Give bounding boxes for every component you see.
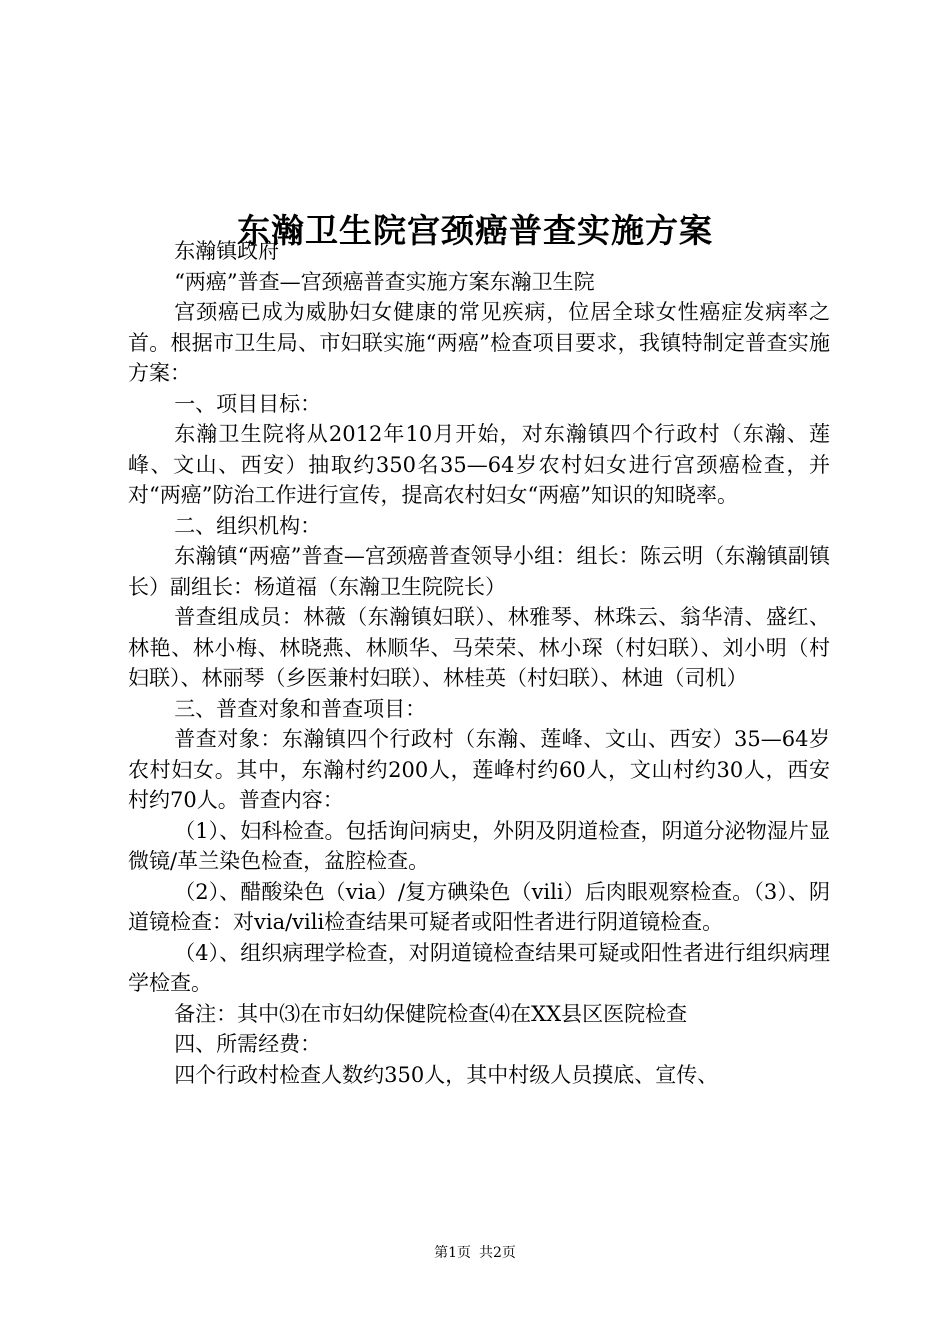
document-title: 东瀚卫生院宫颈癌普查实施方案: [237, 211, 713, 251]
section-heading-organization: 二、组织机构：: [174, 513, 322, 538]
paragraph-subtitle: “两癌”普查—宫颈癌普查实施方案东瀚卫生院: [174, 269, 595, 294]
paragraph-leadership: 东瀚镇“两癌”普查—宫颈癌普查领导小组：组长：陈云明（东瀚镇副镇长）副组长：杨道福（东瀚卫生院院长）: [128, 544, 830, 599]
section-heading-goal: 一、项目目标：: [174, 391, 322, 416]
document-body: [128, 236, 830, 1090]
paragraph-goal: 东瀚卫生院将从2012年10月开始，对东瀚镇四个行政村（东瀚、莲峰、文山、西安）抽取约350名35—64岁农村妇女进行宫颈癌检查，并对“两癌”防治工作进行宣传，提高农村妇女“两癌”知识的知晓率。: [128, 422, 830, 507]
paragraph-members: 普查组成员：林薇（东瀚镇妇联）、林雅琴、林珠云、翁华清、盛红、林艳、林小梅、林晓燕、林顺华、马荣荣、林小琛（村妇联）、刘小明（村妇联）、林丽琴（乡医兼村妇联）、林桂英（村妇联）、林迪（司机）: [128, 605, 830, 690]
paragraph-intro: 宫颈癌已成为威胁妇女健康的常见疾病，位居全球女性癌症发病率之首。根据市卫生局、市妇联实施“两癌”检查项目要求，我镇特制定普查实施方案：: [128, 300, 830, 385]
paragraph-item-2-3: （2）、醋酸染色（via）/复方碘染色（vili）后肉眼观察检查。（3）、阴道镜检查：对via/vili检查结果可疑者或阳性者进行阴道镜检查。: [128, 879, 830, 934]
paragraph-note: 备注：其中⑶在市妇幼保健院检查⑷在XX县区医院检查: [174, 1001, 688, 1026]
paragraph-item-4: （4）、组织病理学检查，对阴道镜检查结果可疑或阳性者进行组织病理学检查。: [128, 940, 830, 995]
page-footer: [0, 1243, 950, 1263]
paragraph-issuer: 东瀚镇政府: [174, 239, 280, 263]
section-heading-funding: 四、所需经费：: [174, 1032, 322, 1056]
page-total: 共2页: [479, 1245, 516, 1261]
paragraph-item-1: （1）、妇科检查。包括询问病史，外阴及阴道检查，阴道分泌物湿片显微镜/革兰染色检查，盆腔检查。: [128, 818, 830, 873]
paragraph-targets: 普查对象：东瀚镇四个行政村（东瀚、莲峰、文山、西安）35—64岁农村妇女。其中，东瀚村约200人，莲峰村约60人，文山村约30人，西安村约70人。普查内容：: [128, 727, 830, 812]
page-number: 第1页: [434, 1245, 471, 1261]
section-heading-targets: 三、普查对象和普查项目：: [174, 696, 427, 721]
paragraph-funding: 四个行政村检查人数约350人，其中村级人员摸底、宣传、: [174, 1062, 719, 1087]
